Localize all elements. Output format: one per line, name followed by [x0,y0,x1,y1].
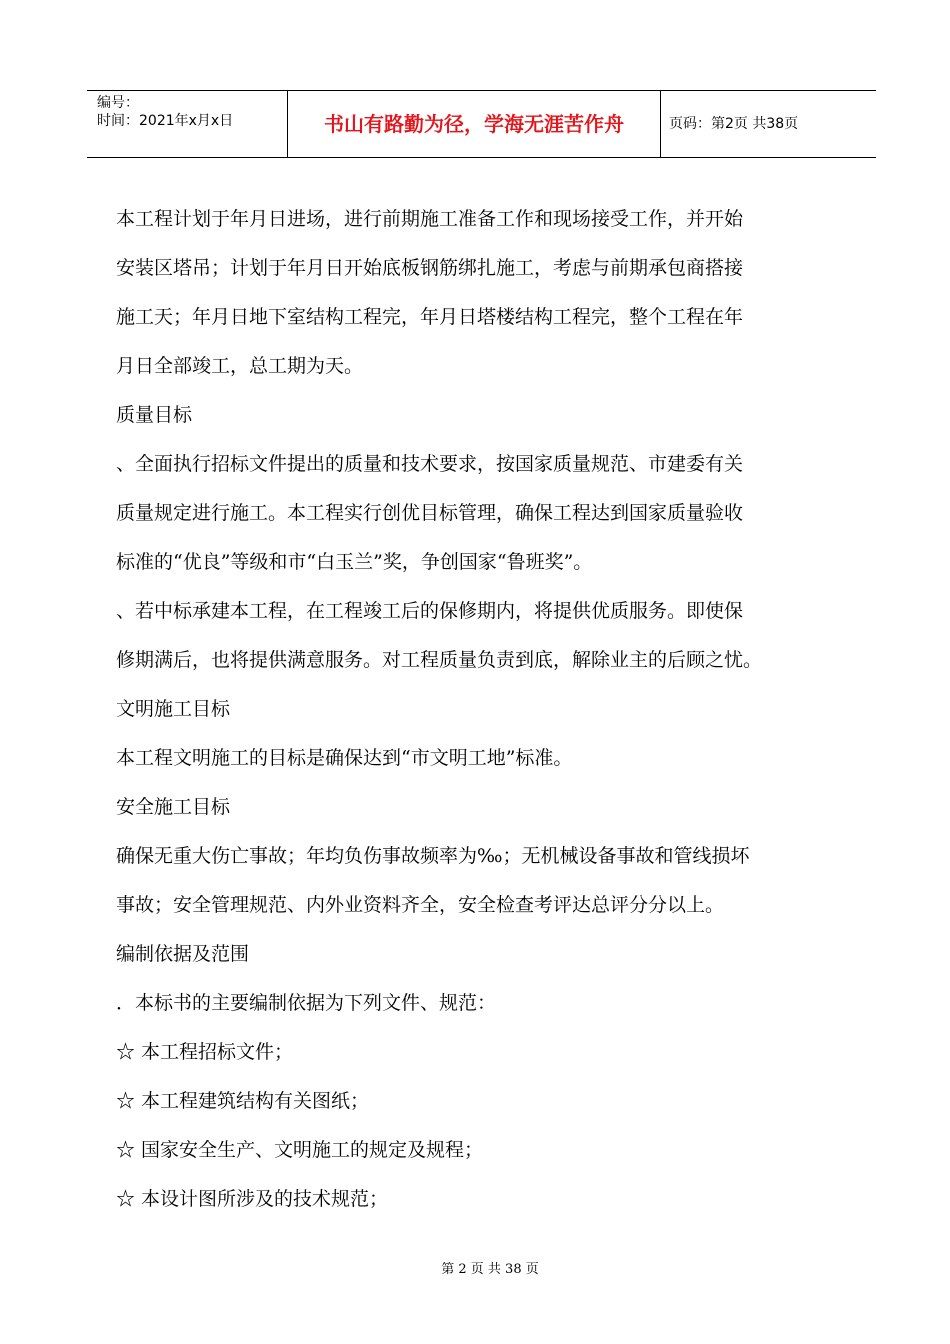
section-heading-basis: 编制依据及范围 [116,943,250,965]
header-motto: 书山有路勤为径，学海无涯苦作舟 [288,91,661,157]
document-body [116,195,866,1224]
body-line: 本工程文明施工的目标是确保达到“市文明工地”标准。 [116,747,573,769]
body-line: 施工天；年月日地下室结构工程完，年月日塔楼结构工程完，整个工程在年 [116,306,744,328]
section-heading-civilized: 文明施工目标 [116,698,231,720]
section-heading-quality: 质量目标 [116,404,193,426]
body-line: 安装区塔吊；计划于年月日开始底板钢筋绑扎施工，考虑与前期承包商搭接 [116,257,744,279]
list-item: ☆ 本设计图所涉及的技术规范； [116,1188,389,1210]
body-line: ．本标书的主要编制依据为下列文件、规范： [116,992,497,1014]
body-line: 修期满后，也将提供满意服务。对工程质量负责到底，解除业主的后顾之忧。 [116,649,763,671]
list-item: ☆ 本工程建筑结构有关图纸； [116,1090,370,1112]
section-heading-safety: 安全施工目标 [116,796,231,818]
body-line: 标准的“优良”等级和市“白玉兰”奖，争创国家“鲁班奖”。 [116,551,593,573]
header-page-info: 页码：第2页 共38页 [669,116,799,132]
body-line: 确保无重大伤亡事故；年均负伤事故频率为‰；无机械设备事故和管线损坏 [116,845,750,867]
document-number-label: 编号： [97,95,139,111]
body-line: 质量规定进行施工。本工程实行创优目标管理，确保工程达到国家质量验收 [116,502,744,524]
body-line: 月日全部竣工，总工期为天。 [116,355,364,377]
list-item: ☆ 国家安全生产、文明施工的规定及规程； [116,1139,484,1161]
body-line: 、若中标承建本工程，在工程竣工后的保修期内，将提供优质服务。即使保 [116,600,744,622]
body-line: 本工程计划于年月日进场，进行前期施工准备工作和现场接受工作，并开始 [116,208,744,230]
document-header [87,90,876,158]
header-meta-cell [87,91,288,157]
document-date: 时间：2021年x月x日 [97,113,234,129]
body-line: 事故；安全管理规范、内外业资料齐全，安全检查考评达总评分分以上。 [116,894,725,916]
list-item: ☆ 本工程招标文件； [116,1041,294,1063]
page-footer: 第 2 页 共 38 页 [441,1262,539,1277]
body-line: 、全面执行招标文件提出的质量和技术要求，按国家质量规范、市建委有关 [116,453,744,475]
